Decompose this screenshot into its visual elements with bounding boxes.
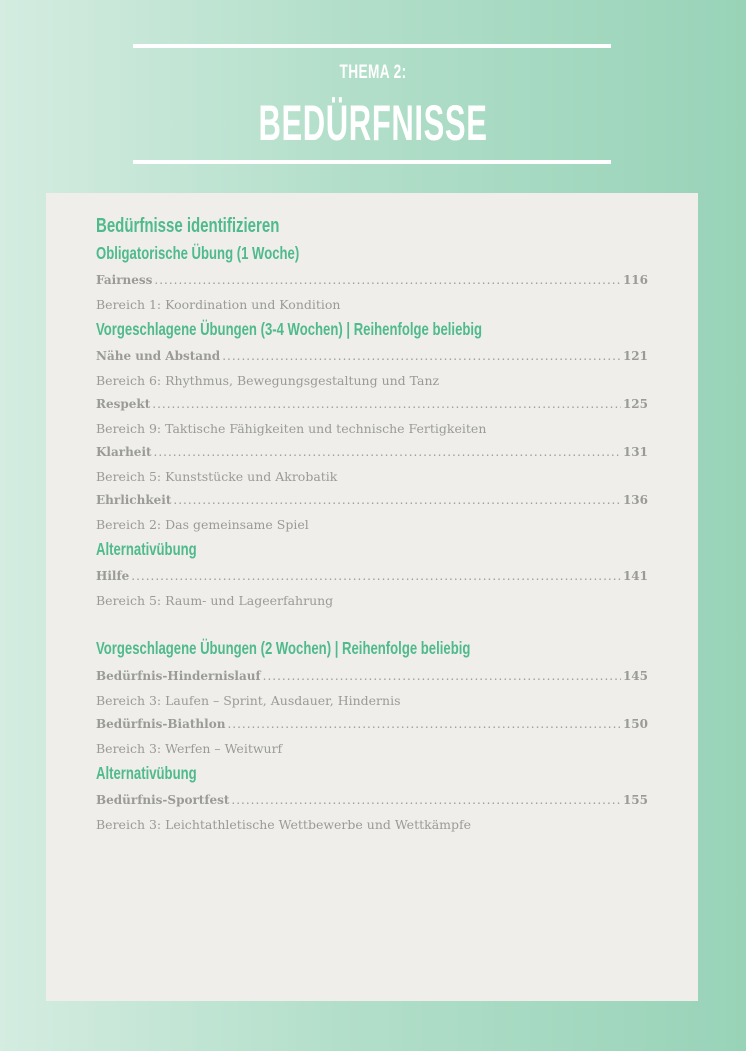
dot-leader [173,493,621,507]
toc-entry-beduerfnis-hindernislauf[interactable] [96,669,648,687]
toc-entry-beduerfnis-biathlon[interactable] [96,717,648,735]
toc-entry-name: Ehrlichkeit [96,493,172,507]
page-title: BEDÜRFNISSE [258,95,488,151]
toc-entry-name: Respekt [96,397,151,411]
dot-leader [131,569,621,583]
toc-entry-page: 116 [622,273,648,287]
alternative-heading-2: Alternativübung [96,763,197,783]
toc-entry-name: Bedürfnis-Sportfest [96,793,230,807]
toc-entry-respekt[interactable] [96,397,648,415]
toc-entry-page: 155 [622,793,648,807]
obligatory-heading: Obligatorische Übung (1 Woche) [96,243,300,263]
dot-leader [231,793,621,807]
toc-entry-name: Klarheit [96,445,152,459]
toc-entry-fairness[interactable] [96,273,648,291]
toc-entry-page: 125 [622,397,648,411]
header-top-rule [133,44,611,48]
toc-entry-page: 121 [622,349,648,363]
toc-entry-ehrlichkeit[interactable] [96,493,648,511]
dot-leader [263,669,621,683]
toc-entry-name: Hilfe [96,569,130,583]
toc-entry-klarheit[interactable] [96,445,648,463]
toc-entry-page: 136 [622,493,648,507]
toc-entry-area: Bereich 6: Rhythmus, Bewegungsgestaltung und Tanz [96,373,440,388]
toc-entry-area: Bereich 9: Taktische Fähigkeiten und technische Fertigkeiten [96,421,487,436]
alternative-heading-1: Alternativübung [96,539,197,559]
suggested-heading-1: Vorgeschlagene Übungen (3-4 Wochen) | Reihenfolge beliebig [96,319,483,339]
dot-leader [227,717,621,731]
toc-entry-name: Bedürfnis-Hindernislauf [96,669,261,683]
toc-entry-naehe-und-abstand[interactable] [96,349,648,367]
header-bottom-rule [133,160,611,164]
dot-leader [154,445,621,459]
toc-entry-area: Bereich 5: Kunststücke und Akrobatik [96,469,338,484]
suggested-heading-2: Vorgeschlagene Übungen (2 Wochen) | Reihenfolge beliebig [96,638,471,658]
toc-entry-page: 150 [622,717,648,731]
toc-entry-name: Nähe und Abstand [96,349,221,363]
dot-leader [154,273,621,287]
toc-entry-area: Bereich 3: Laufen – Sprint, Ausdauer, Hindernis [96,693,401,708]
toc-entry-page: 141 [622,569,648,583]
toc-entry-area: Bereich 1: Koordination und Kondition [96,297,341,312]
toc-entry-area: Bereich 3: Werfen – Weitwurf [96,741,283,756]
dot-leader [222,349,621,363]
toc-entry-area: Bereich 5: Raum- und Lageerfahrung [96,593,334,608]
toc-entry-beduerfnis-sportfest[interactable] [96,793,648,811]
toc-main-heading: Bedürfnisse identifizieren [96,215,280,237]
toc-panel [46,193,698,1001]
toc-entry-name: Fairness [96,273,153,287]
theme-kicker: THEMA 2: [339,62,407,83]
dot-leader [152,397,621,411]
toc-entry-page: 145 [622,669,648,683]
toc-entry-area: Bereich 2: Das gemeinsame Spiel [96,517,309,532]
toc-entry-area: Bereich 3: Leichtathletische Wettbewerbe und Wettkämpfe [96,817,472,832]
toc-entry-page: 131 [622,445,648,459]
toc-entry-hilfe[interactable] [96,569,648,587]
toc-entry-name: Bedürfnis-Biathlon [96,717,226,731]
